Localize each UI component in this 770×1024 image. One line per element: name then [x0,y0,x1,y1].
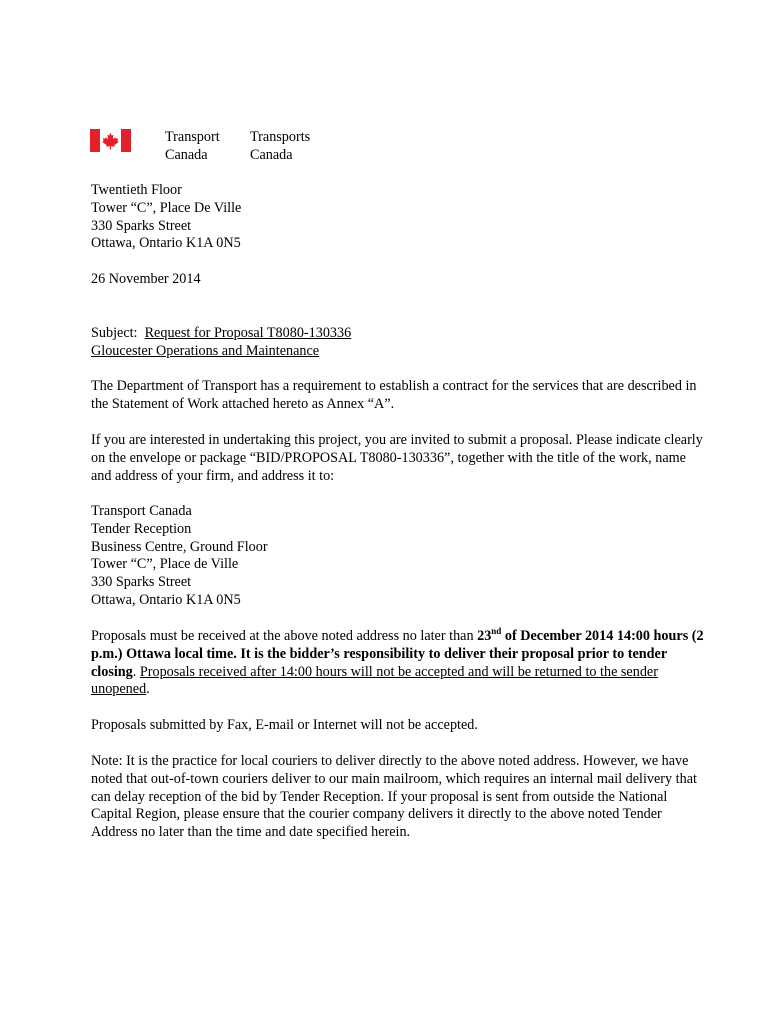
deadline-intro: Proposals must be received at the above noted address no later than [91,628,478,644]
letter-date: 26 November 2014 [91,271,201,287]
deadline-bold-text: of December 2014 14:00 hours (2 p.m.) Ottawa local time. It is the bidder’s responsibility to deliver their proposal prior to tender closing [91,628,704,680]
address-line: Transport Canada [91,503,192,519]
paragraph-deadline: Proposals must be received at the above noted address no later than 23nd of December 2014 14:00 hours (2 p.m.) Ottawa local time. It is the bidder’s responsibility to deliver their proposal prior to tender closing. Proposals received after 14:00 hours will not be accepted and will be returned to the sender unopened. [91,626,704,698]
address-line: Tower “C”, Place De Ville [91,199,242,216]
late-proposals-warning: Proposals received after 14:00 hours will not be accepted and will be returned to the sender unopened [91,663,658,698]
deadline-day-suffix: nd [491,626,502,636]
department-name-french [250,129,310,165]
sender-address [91,182,241,253]
dept-english-line: Canada [165,146,208,163]
recipient-address [91,503,268,610]
paragraph-invitation: If you are interested in undertaking this project, you are invited to submit a proposal. Please indicate clearly on the envelope or package “BID/PROPOSAL T8080-130336”, together with the title of the work, name and address of your firm, and address it to: [91,432,703,484]
address-line: Ottawa, Ontario K1A 0N5 [91,235,241,252]
paragraph-courier-note: Note: It is the practice for local couriers to deliver directly to the above noted address. However, we have noted that out-of-town couriers deliver to our main mailroom, which requires an internal mail delivery that can delay reception of the bid by Tender Reception. If your proposal is sent from outside the National Capital Region, please ensure that the courier company delivers it directly to the above noted Tender Address no later than the time and date specified herein. [91,753,697,841]
address-line: 330 Sparks Street [91,574,192,591]
address-line: Tender Reception [91,520,192,537]
subject-block [91,325,351,361]
subject-line-2: Gloucester Operations and Maintenance [91,342,320,359]
paragraph-requirement: The Department of Transport has a requirement to establish a contract for the services that are described in the Statement of Work attached hereto as Annex “A”. [91,378,697,412]
department-name-english [165,129,220,165]
subject-label: Subject: [91,325,138,341]
deadline-day: 23 [477,628,492,644]
canada-flag-icon [90,129,131,152]
address-line: Twentieth Floor [91,182,182,198]
paragraph-fax-note: Proposals submitted by Fax, E-mail or Internet will not be accepted. [91,717,478,733]
subject-line-1: Request for Proposal T8080-130336 [144,325,352,341]
address-line: Ottawa, Ontario K1A 0N5 [91,591,241,608]
address-line: 330 Sparks Street [91,217,192,234]
address-line: Business Centre, Ground Floor [91,538,268,555]
dept-french-line: Transports [250,129,311,145]
dept-french-line: Canada [250,146,293,163]
dept-english-line: Transport [165,129,220,145]
address-line: Tower “C”, Place de Ville [91,556,239,573]
